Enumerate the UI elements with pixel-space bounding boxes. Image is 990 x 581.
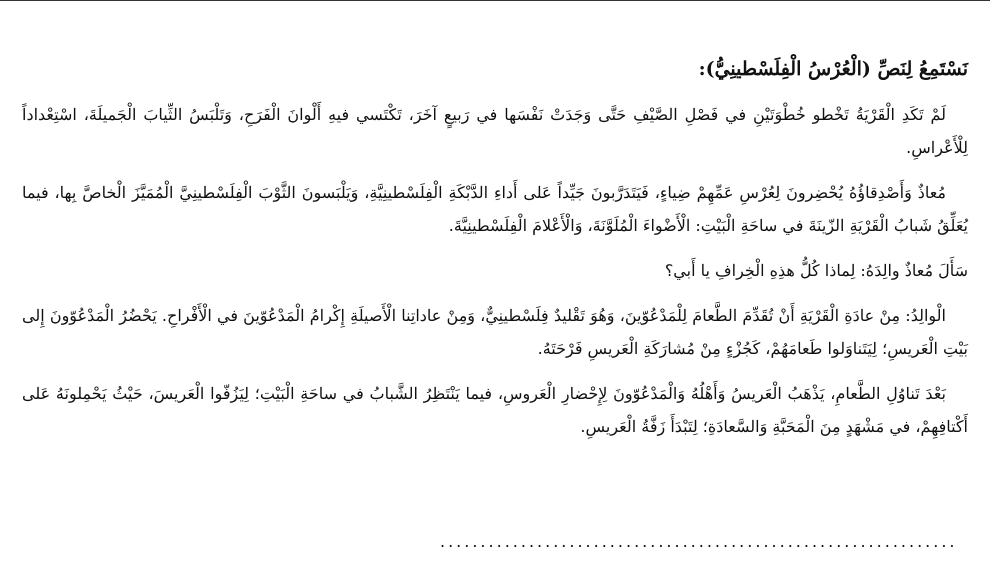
paragraph-wedding-procession: بَعْدَ تَناوُلِ الطَّعامِ، يَذْهَبُ الْعَريسُ وَأَهْلُهُ وَالْمَدْعُوّونَ لِإِحْضارِ الْعَروسِ، فيما يَنْتَظِرُ الشَّبابُ في ساحَةِ الْبَيْتِ؛ لِيَزُفّوا الْعَريسَ، حَيْثُ يَحْمِلونَهُ عَلى أَكْتافِهِمْ، في مَشْهَدٍ مِنَ الْمَحَبَّةِ وَالسَّعادَةِ؛ لِتَبْدَأَ زَفَّةُ الْعَريسِ. [22,384,968,436]
answer-dotted-line: ................................................................ [440,532,958,551]
paragraph-muadh-friends: مُعاذٌ وَأَصْدِقاؤُهُ يُحْضِرونَ لِعُرْسِ عَمِّهِمْ ضِياءٍ، فَيَتَدَرَّبونَ جَيِّداً عَلى أَداءِ الدَّبْكَةِ الْفِلَسْطينِيَّةِ، وَيَلْبَسونَ الثَّوْبَ الْفِلَسْطينِيَّ الْمُمَيَّزَ الْخاصَّ بِها، فيما يُعَلِّقُ شَبابُ الْقَرْيَةِ الزّينَةَ في ساحَةِ الْبَيْتِ: الْأَضْواءَ الْمُلَوَّنَةَ، وَالْأَعْلامَ الْفِلَسْطينِيَّةَ. [22,183,968,235]
paragraph-village-summer: لَمْ تَكَدِ الْقَرْيَةُ تَخْطو خُطْوَتَيْنِ في فَصْلِ الصَّيْفِ حَتَّى وَجَدَتْ نَفْسَها في رَبيعٍ آخَرَ، تَكْتَسي فيهِ أَلْوانَ الْفَرَحِ، وَتَلْبَسُ الثِّيابَ الْجَميلَةَ، اسْتِعْداداً لِلْأَعْراسِ. [22,105,968,157]
top-border-line [0,0,990,1]
paragraph-father-answer: الْوالِدُ: مِنْ عادَةِ الْقَرْيَةِ أَنْ تُقَدِّمَ الطَّعامَ لِلْمَدْعُوّينَ، وَهُوَ تَقْليدٌ فِلَسْطينِيٌّ، وَمِنْ عاداتِنا الْأَصيلَةِ إِكْرامُ الْمَدْعُوّينَ في الْأَفْراحِ. يَحْضُرُ الْمَدْعُوّونَ إِلى بَيْتِ الْعَريسِ؛ لِيَتَناوَلوا طَعامَهُمْ، كَجُزْءٍ مِنْ مُشارَكَةِ الْعَريسِ فَرْحَتَهُ. [22,306,968,358]
paragraph-question: سَأَلَ مُعاذٌ والِدَهُ: لِماذا كُلُّ هذِهِ الْخِرافِ يا أَبي؟ [664,261,968,280]
section-heading: نَسْتَمِعُ لِنَصِّ (الْعُرْسُ الْفِلَسْطينِيُّ): [698,58,968,80]
document-body [22,54,968,455]
